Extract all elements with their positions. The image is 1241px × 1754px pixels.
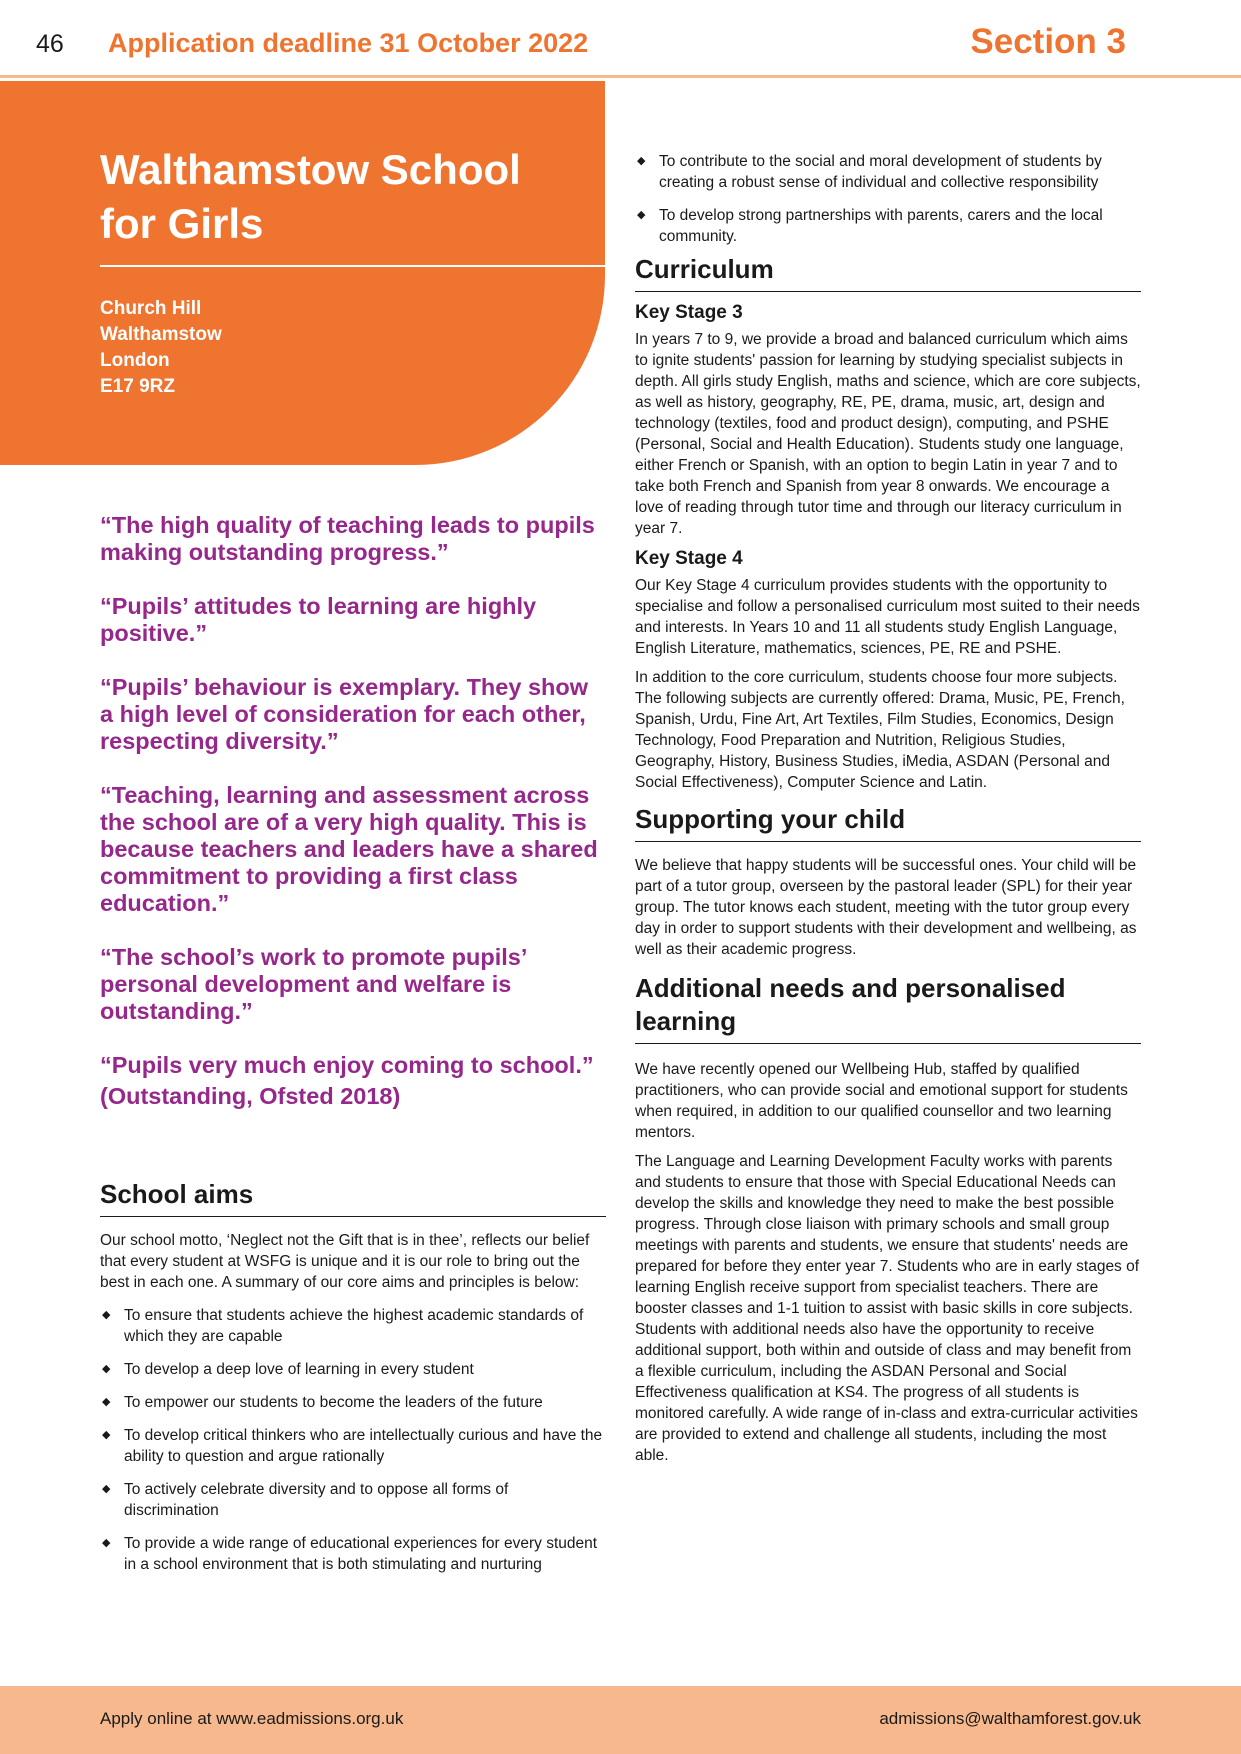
bullet-icon: ◆ — [102, 1483, 111, 1495]
address-line: Church Hill — [100, 298, 202, 319]
bullet-icon: ◆ — [102, 1396, 111, 1408]
list-item — [100, 1359, 606, 1380]
right-column — [635, 151, 1141, 1474]
sen-text: The Language and Learning Development Faculty works with parents and students to ensure that those with Special Educational Needs can develop the skills and knowledge they need to make the best possible progress. Through close liaison with primary schools and small group meetings with parents and students, we ensure that students' needs are prepared for before they enter year 7. Students who are in early stages of learning English receive support from specialist teachers. There are booster classes and 1-1 tuition to assist with basic skills in core subjects. Students with additional needs also have the opportunity to receive additional support, both within and outside of class and may benefit from a flexible curriculum, including the ASDAN Personal and Social Effectiveness qualification at KS4. The progress of all students is monitored carefully. A wide range of in-class and extra-curricular activities are provided to extend and challenge all students, including the most able. — [635, 1153, 1140, 1464]
ks4-options-text: In addition to the core curriculum, students choose four more subjects. The following subjects are currently offered: Drama, Music, PE, French, Spanish, Urdu, Fine Art, Art Textiles, Film Studies, Economics, Design Technology, Food Preparation and Nutrition, Religious Studies, Geography, History, Business Studies, iMedia, ASDAN (Personal and Social Effectiveness), Computer Science and Latin. — [635, 669, 1125, 791]
supporting-text: We believe that happy students will be successful ones. Your child will be part of a tutor group, overseen by the pastoral leader (SPL) for their year group. The tutor knows each student, meeting with the tutor group every day in order to support students with their development and wellbeing, as well as their academic progress. — [635, 857, 1137, 958]
list-item-text: To develop a deep love of learning in every student — [124, 1361, 474, 1378]
school-aims-list — [100, 1305, 606, 1575]
ofsted-quote: “Pupils’ attitudes to learning are highly positive.” — [100, 593, 537, 646]
list-item-text: To provide a wide range of educational experiences for every student in a school environment that is both stimulating and nurturing — [124, 1535, 598, 1573]
ofsted-quote: “Teaching, learning and assessment across the school are of a very high quality. This is because teachers and leaders have a shared commitment to providing a first class education.” — [100, 782, 598, 916]
ks3-heading: Key Stage 3 — [635, 302, 743, 323]
ks4-text: Our Key Stage 4 curriculum provides students with the opportunity to specialise and follow a personalised curriculum most suited to their needs and interests. In Years 10 and 11 all students study English Language, English Literature, mathematics, sciences, PE, RE and PSHE. — [635, 577, 1140, 657]
page-header — [0, 0, 1241, 78]
bullet-icon: ◆ — [102, 1429, 111, 1441]
bullet-icon: ◆ — [637, 155, 646, 167]
list-item — [100, 1305, 606, 1347]
list-item-text: To develop critical thinkers who are intellectually curious and have the ability to question and argue rationally — [124, 1427, 603, 1465]
ks3-text: In years 7 to 9, we provide a broad and balanced curriculum which aims to ignite students' passion for learning by studying specialist subjects in depth. All girls study English, maths and science, which are core subjects, as well as history, geography, RE, PE, drama, music, art, design and technology (textiles, food and product design), computing, and PSHE (Personal, Social and Health Education). Students study one language, either French or Spanish, with an option to begin Latin in year 7 and to take both French and Spanish from year 8 onwards. We encourage a love of reading through tutor time and through our literacy curriculum in year 7. — [635, 331, 1141, 537]
school-name: Walthamstow School for Girls — [100, 146, 521, 247]
school-aims-list-continued — [635, 151, 1141, 247]
additional-needs-heading: Additional needs and personalised learning — [635, 972, 1141, 1044]
list-item-text: To empower our students to become the leaders of the future — [124, 1394, 543, 1411]
bullet-icon: ◆ — [102, 1309, 111, 1321]
quote-source: (Outstanding, Ofsted 2018) — [100, 1083, 401, 1109]
supporting-heading: Supporting your child — [635, 803, 1141, 842]
page-number: 46 — [36, 30, 64, 58]
apply-online-text: Apply online at www.eadmissions.org.uk — [100, 1709, 404, 1728]
school-aims-heading: School aims — [100, 1178, 606, 1217]
page-footer — [0, 1686, 1241, 1754]
list-item-text: To actively celebrate diversity and to oppose all forms of discrimination — [124, 1481, 509, 1519]
bullet-icon: ◆ — [102, 1363, 111, 1375]
address-line: E17 9RZ — [100, 376, 175, 397]
school-aims-section — [100, 1178, 606, 1587]
ofsted-quote: “The high quality of teaching leads to pupils making outstanding progress.” — [100, 512, 595, 565]
admissions-email: admissions@walthamforest.gov.uk — [879, 1709, 1141, 1728]
list-item-text: To develop strong partnerships with parents, carers and the local community. — [659, 207, 1103, 245]
hero-divider — [100, 265, 605, 267]
school-aims-intro: Our school motto, ‘Neglect not the Gift that is in thee’, reflects our belief that every student at WSFG is unique and it is our role to bring out the best in each one. A summary of our core aims and principles is below: — [100, 1232, 590, 1291]
curriculum-heading: Curriculum — [635, 253, 1141, 292]
school-hero-panel — [0, 81, 605, 465]
school-address — [100, 296, 222, 400]
section-label: Section 3 — [970, 22, 1126, 61]
ks4-heading: Key Stage 4 — [635, 548, 743, 569]
list-item — [100, 1533, 606, 1575]
ofsted-quote: “Pupils very much enjoy coming to school.” — [100, 1052, 594, 1078]
ofsted-quote: “Pupils’ behaviour is exemplary. They show a high level of consideration for each other, respecting diversity.” — [100, 674, 589, 754]
bullet-icon: ◆ — [102, 1537, 111, 1549]
application-deadline: Application deadline 31 October 2022 — [108, 28, 589, 58]
address-line: London — [100, 350, 170, 371]
ofsted-quotes — [100, 512, 600, 1111]
list-item — [100, 1392, 606, 1413]
wellbeing-text: We have recently opened our Wellbeing Hub, staffed by qualified practitioners, who can provide social and emotional support for students when required, in addition to our qualified counsellor and two learning mentors. — [635, 1061, 1128, 1141]
list-item-text: To contribute to the social and moral development of students by creating a robust sense of individual and collective responsibility — [659, 153, 1102, 191]
bullet-icon: ◆ — [637, 209, 646, 221]
address-line: Walthamstow — [100, 324, 222, 345]
list-item-text: To ensure that students achieve the highest academic standards of which they are capable — [124, 1307, 584, 1345]
ofsted-quote: “The school’s work to promote pupils’ personal development and welfare is outstanding.” — [100, 944, 527, 1024]
list-item — [100, 1425, 606, 1467]
list-item — [635, 205, 1141, 247]
list-item — [635, 151, 1141, 193]
list-item — [100, 1479, 606, 1521]
